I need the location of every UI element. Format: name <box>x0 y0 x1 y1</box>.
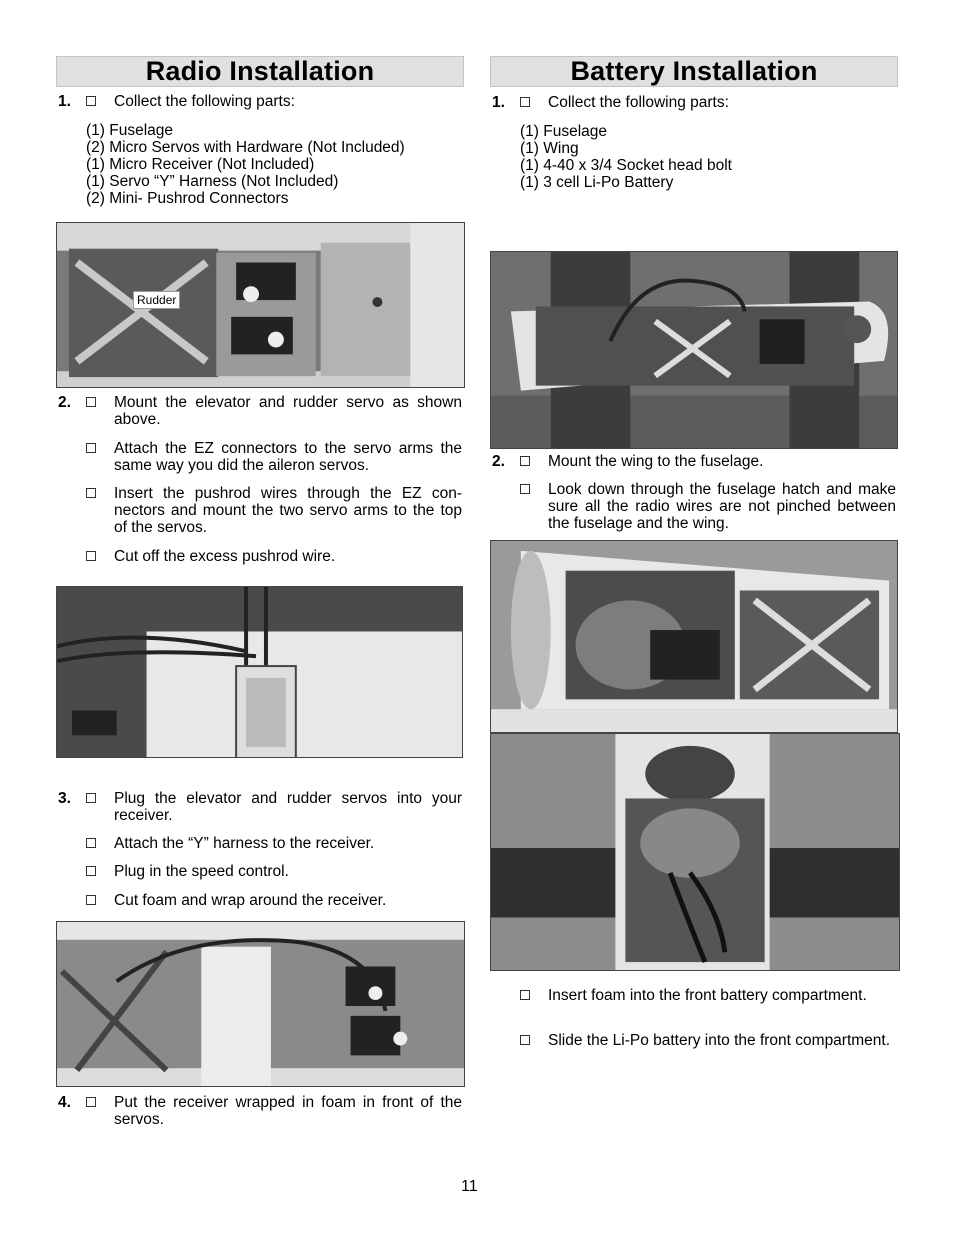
photo-receiver-placed <box>56 921 465 1087</box>
checkbox[interactable] <box>86 895 96 905</box>
substep-text: Insert the pushrod wires through the EZ connectors and mount the two servo arms to the top of the servos. <box>114 485 462 536</box>
part-item: (1) Fuselage <box>86 122 174 139</box>
substep <box>56 863 462 880</box>
step-number: 4. <box>58 1094 71 1111</box>
step-text: Collect the following parts: <box>548 94 729 111</box>
checkbox[interactable] <box>86 551 96 561</box>
photo-battery-compartment <box>490 540 898 733</box>
section-title: Battery Installation <box>570 56 818 86</box>
substep <box>56 892 462 909</box>
step-text: Collect the following parts: <box>114 93 295 110</box>
step-2 <box>490 453 896 470</box>
checkbox[interactable] <box>520 456 530 466</box>
substep-text: Cut off the excess pushrod wire. <box>114 548 336 565</box>
checkbox[interactable] <box>86 96 96 106</box>
checkbox[interactable] <box>86 397 96 407</box>
substep-text: Attach the “Y” harness to the receiver. <box>114 835 375 852</box>
substep <box>490 481 896 532</box>
parts-list <box>86 122 405 207</box>
substep-text: Cut foam and wrap around the receiver. <box>114 892 387 909</box>
checkbox[interactable] <box>86 488 96 498</box>
part-item: (1) 3 cell Li-Po Battery <box>520 174 674 191</box>
part-item: (1) Wing <box>520 140 579 157</box>
photo-battery-top-view <box>490 733 900 971</box>
step-1 <box>490 94 896 111</box>
section-banner-radio <box>56 56 464 87</box>
step-number: 2. <box>58 394 71 411</box>
substep <box>56 548 462 565</box>
part-item: (2) Mini- Pushrod Connectors <box>86 190 289 207</box>
checkbox[interactable] <box>520 484 530 494</box>
part-item: (1) Micro Receiver (Not Included) <box>86 156 315 173</box>
battery-installation-column <box>490 56 898 1049</box>
checkbox[interactable] <box>86 838 96 848</box>
step-number: 1. <box>492 94 505 111</box>
radio-installation-column <box>56 56 464 1128</box>
checkbox[interactable] <box>520 1035 530 1045</box>
substep-text: Look down through the fuselage hatch and make sure all the radio wires are not pinched between the fuselage and the wing. <box>548 481 896 532</box>
checkbox[interactable] <box>520 990 530 1000</box>
section-banner-battery <box>490 56 898 87</box>
step-3 <box>56 790 462 824</box>
photo-servo-mount <box>56 222 465 388</box>
checkbox[interactable] <box>86 793 96 803</box>
step-4 <box>56 1094 462 1128</box>
part-item: (1) 4-40 x 3/4 Socket head bolt <box>520 157 732 174</box>
substep-text: Plug in the speed control. <box>114 863 289 880</box>
substep <box>490 987 896 1004</box>
substep <box>56 835 462 852</box>
part-item: (1) Servo “Y” Harness (Not Included) <box>86 173 339 190</box>
rudder-label: Rudder <box>133 291 180 309</box>
substep <box>56 440 462 474</box>
substep-text: Attach the EZ connectors to the servo arms the same way you did the aileron servos. <box>114 440 462 474</box>
substep <box>490 1032 896 1049</box>
step-1 <box>56 93 462 110</box>
step-text: Put the receiver wrapped in foam in front of the servos. <box>114 1094 462 1128</box>
step-text: Mount the elevator and rudder servo as shown above. <box>114 394 462 428</box>
checkbox[interactable] <box>86 443 96 453</box>
substep <box>56 485 462 536</box>
part-item: (2) Micro Servos with Hardware (Not Included) <box>86 139 405 156</box>
parts-list <box>520 123 732 191</box>
substep-text: Slide the Li-Po battery into the front compartment. <box>548 1032 891 1049</box>
photo-receiver-foam <box>56 586 463 758</box>
section-title: Radio Installation <box>145 56 375 86</box>
step-number: 2. <box>492 453 505 470</box>
step-text: Plug the elevator and rudder servos into your receiver. <box>114 790 462 824</box>
step-2 <box>56 394 462 428</box>
page-number: 11 <box>461 1178 478 1195</box>
checkbox[interactable] <box>520 97 530 107</box>
step-number: 3. <box>58 790 71 807</box>
checkbox[interactable] <box>86 866 96 876</box>
part-item: (1) Fuselage <box>520 123 608 140</box>
step-text: Mount the wing to the fuselage. <box>548 453 764 470</box>
checkbox[interactable] <box>86 1097 96 1107</box>
substep-text: Insert foam into the front battery compartment. <box>548 987 867 1004</box>
step-number: 1. <box>58 93 71 110</box>
photo-wing-mounted <box>490 251 898 449</box>
